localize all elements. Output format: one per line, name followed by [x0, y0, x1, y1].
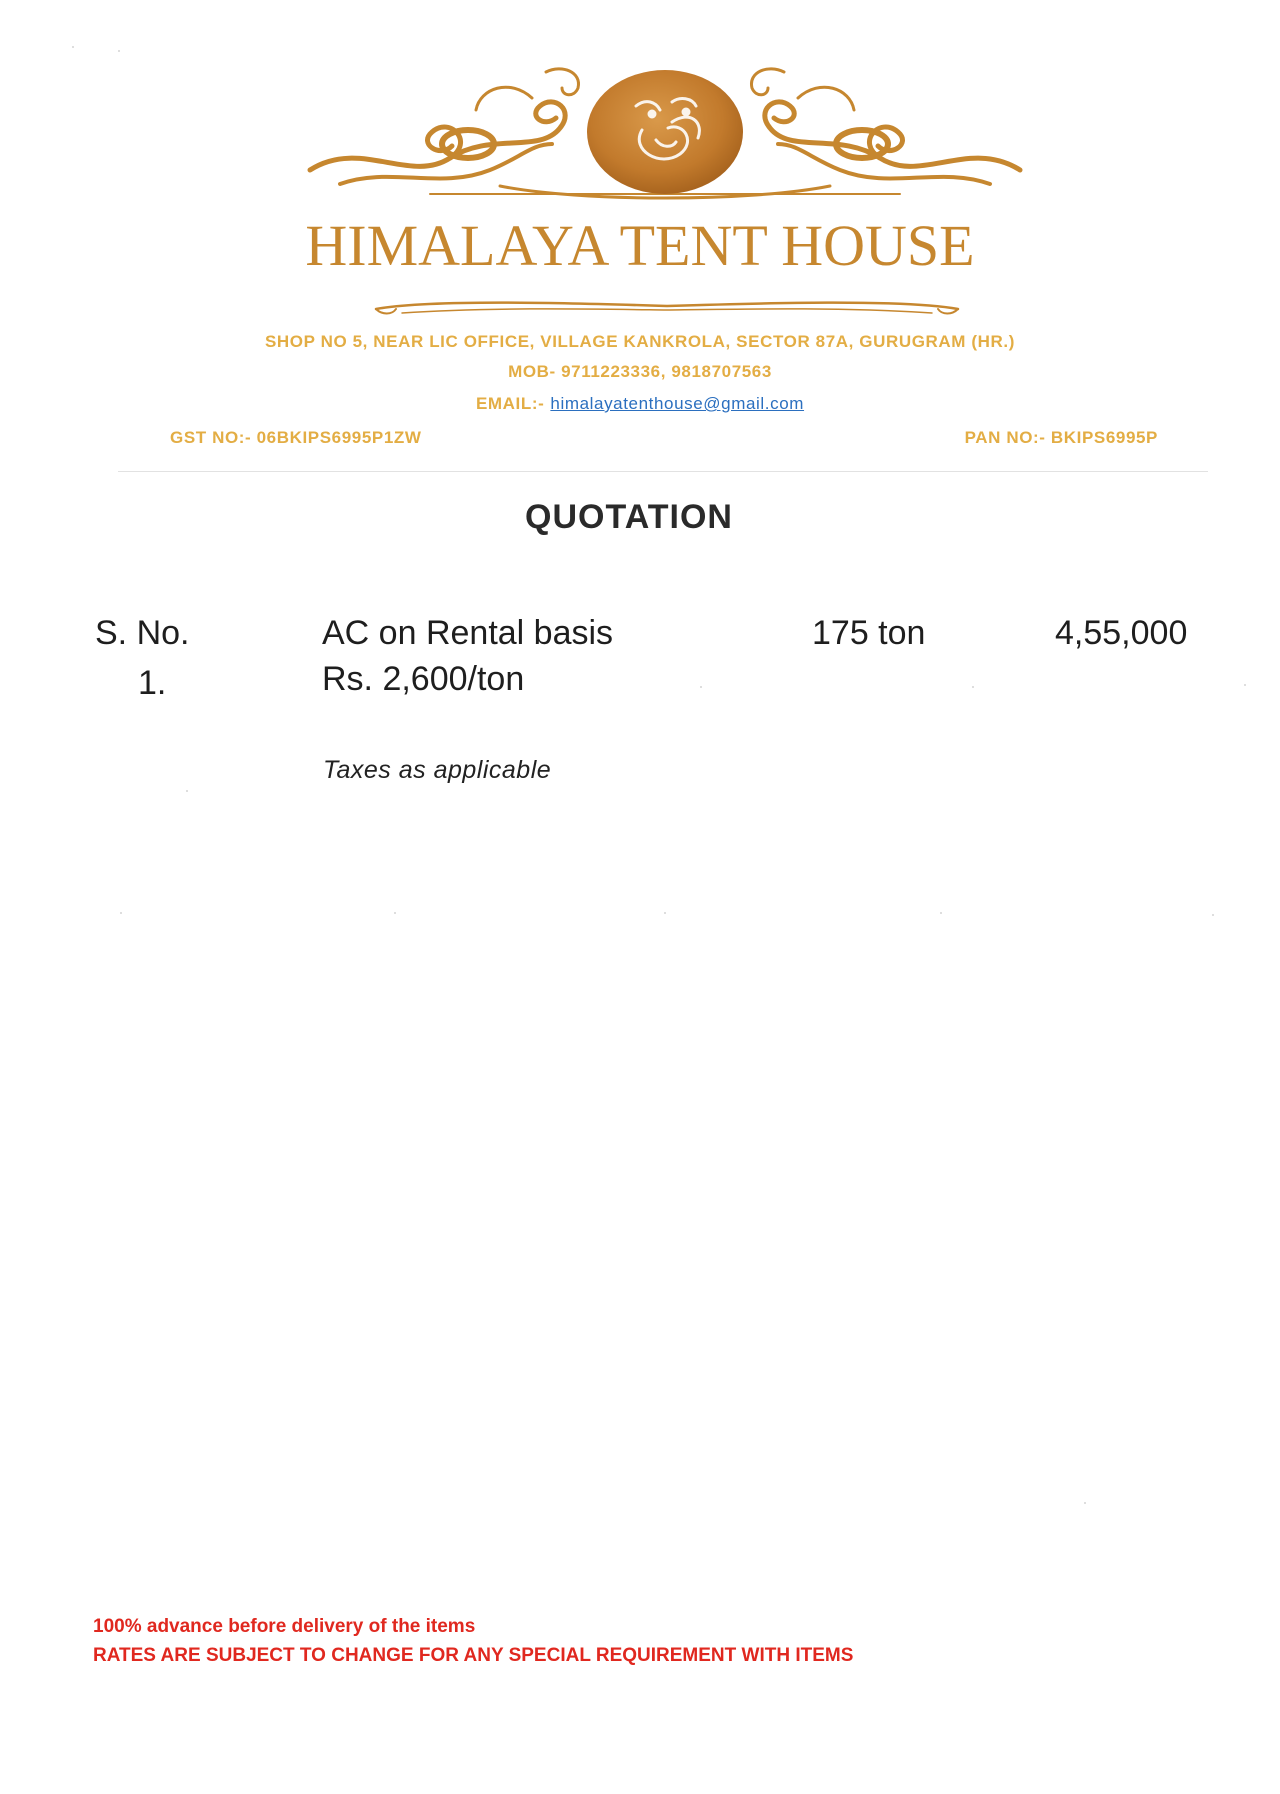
item-serial-number: 1.: [138, 664, 167, 702]
title-flourish: [372, 297, 962, 319]
item-quantity: 175 ton: [812, 614, 926, 652]
scan-speck: [940, 912, 942, 914]
ganesha-emblem-icon: [300, 58, 1030, 208]
payment-term: 100% advance before delivery of the items: [93, 1616, 476, 1637]
scan-speck: [72, 46, 74, 48]
gst-number: GST NO:- 06BKIPS6995P1ZW: [170, 428, 422, 447]
item-amount: 4,55,000: [1055, 614, 1188, 652]
email-label: EMAIL:-: [475, 394, 545, 413]
scan-speck: [972, 686, 974, 688]
scan-speck: [118, 50, 120, 52]
pan-number: PAN NO:- BKIPS6995P: [964, 428, 1158, 447]
scan-speck: [700, 686, 702, 688]
company-email-line: [0, 394, 1280, 414]
serial-number-header: S. No.: [95, 614, 190, 652]
item-description: AC on Rental basis: [322, 614, 614, 652]
header-divider: [118, 471, 1208, 472]
item-rate: Rs. 2,600/ton: [322, 660, 525, 698]
document-title: QUOTATION: [525, 498, 733, 536]
scan-speck: [664, 912, 666, 914]
scan-speck: [120, 912, 122, 914]
rate-change-term: RATES ARE SUBJECT TO CHANGE FOR ANY SPECIAL REQUIREMENT WITH ITEMS: [93, 1645, 854, 1666]
scan-speck: [1244, 684, 1246, 686]
email-link[interactable]: himalayatenthouse@gmail.com: [550, 394, 805, 413]
scan-speck: [394, 912, 396, 914]
scan-speck: [1084, 1502, 1086, 1504]
company-mobile: MOB- 9711223336, 9818707563: [508, 362, 772, 381]
company-name: HIMALAYA TENT HOUSE: [305, 213, 975, 278]
company-address: SHOP NO 5, NEAR LIC OFFICE, VILLAGE KANKROLA, SECTOR 87A, GURUGRAM (HR.): [264, 332, 1015, 351]
taxes-note: Taxes as applicable: [323, 756, 552, 784]
scan-speck: [186, 790, 188, 792]
scan-speck: [1212, 914, 1214, 916]
